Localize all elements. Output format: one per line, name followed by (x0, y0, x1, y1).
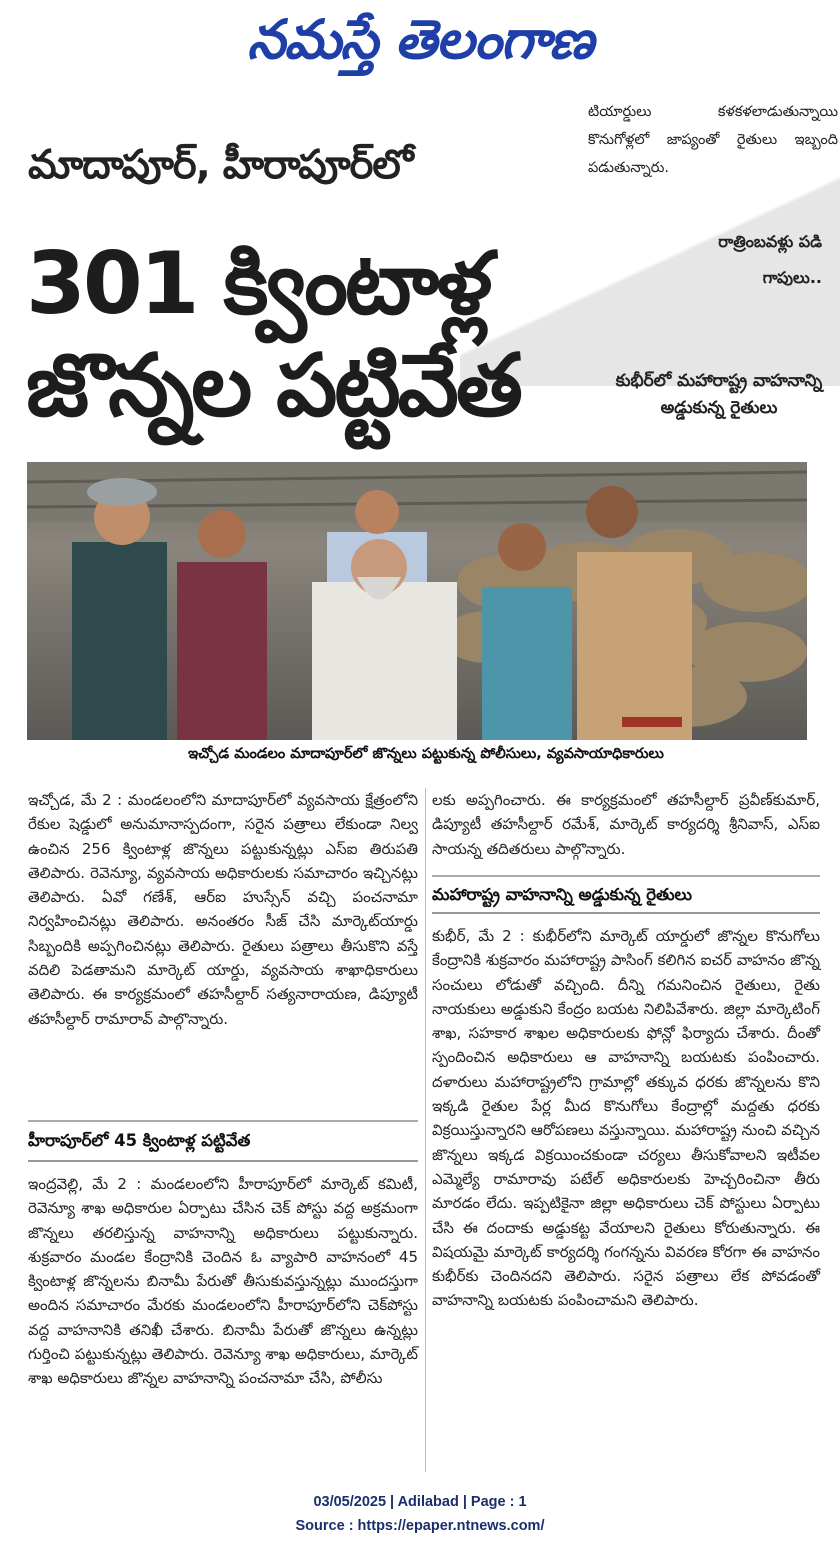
right-section-head: మహారాష్ట్ర వాహనాన్ని అడ్డుకున్న రైతులు (432, 885, 692, 904)
news-photo-illustration (27, 462, 807, 740)
newspaper-logo: నమస్తే తెలంగాణ (247, 8, 593, 71)
news-photo (27, 462, 807, 740)
left-section-head: హీరాపూర్‌లో 45 క్వింటాళ్ల పట్టివేత (28, 1131, 251, 1150)
footer-date-edition: 03/05/2025 | Adilabad | Page : 1 (313, 1494, 527, 1510)
section-rule-left-bottom (28, 1160, 418, 1162)
footer-source: Source : https://epaper.ntnews.com/ (295, 1518, 545, 1534)
teaser-text: టియార్డులు కళకళలాడుతున్నాయి కొనుగోళ్లలో జాప్యంతో రైతులు ఇబ్బంది పడుతున్నారు. (588, 104, 838, 176)
right-paragraph-2: కుభీర్, మే 2 : కుభీర్‌లోని మార్కెట్ యార్డులో జొన్నల కొనుగోలు కేంద్రానికి శుక్రవారం మహారాష్ట్ర పాసింగ్ కలిగిన ఐచర్ వాహనం జొన్న సంచులు లోడుతో వచ్చింది. దీన్ని గమనించిన రైతులు, రైతు నాయకులు అడ్డుకుని కేంద్రం బయట నిలిపివేశారు. జిల్లా మార్కెటింగ్ శాఖ, సహకార శాఖల అధికారులకు ఫోన్లో ఫిర్యాదు చేశారు. దీంతో స్పందించిన అధికారులు ఆ వాహనాన్ని బయటకు పంపించారు. దళారులు మహారాష్ట్రలోని గ్రామాల్లో తక్కువ ధరకు జొన్నలను కొని ఇక్కడి రైతుల పేర్ల మీద కొనుగోలు కేంద్రాల్లో మద్దతు ధరకు విక్రయిస్తున్నారని ఆరోపణలు వస్తున్నాయి. మహారాష్ట్ర నుంచి వచ్చిన జొన్నలు ఇక్కడ విక్రయించకుండా చర్యలు తీసుకోవాలని ఇటీవల ఎమ్మెల్యే రామారావు పటేల్ అధికారులకు హెచ్చరించినా తీరు మారడం లేదు. ఇప్పటికైనా జిల్లా అధికారులు చెక్ పోస్టులు ఏర్పాటు చేసి ఈ దందాకు అడ్డుకట్ట వేయాలని రైతులు కోరుతున్నారు. ఈ విషయమై మార్కెట్ కార్యదర్శి గంగన్నను వివరణ కోరగా ఈ వాహనం కుభీర్‌కు చెందినదని తెలిపారు. సరైన పత్రాలు లేక పోవడంతో వాహనాన్ని బయటకు పంపించామని తెలిపారు. (432, 927, 820, 1310)
teaser-head-2: గాపులు.. (762, 268, 822, 287)
column-divider (425, 788, 426, 1472)
headline-line-2: జొన్నల పట్టివేత (26, 336, 520, 436)
article-kicker: మాదాపూర్, హీరాపూర్‌లో (28, 142, 413, 188)
masthead (0, 0, 840, 92)
left-paragraph-1: ఇచ్చోడ, మే 2 : మండలంలోని మాదాపూర్‌లో వ్యవసాయ క్షేత్రంలోని రేకుల షెడ్డులో అనుమానాస్పదంగా, సరైన పత్రాలు లేకుండా నిల్వ ఉంచిన 256 క్వింటాళ్ల జొన్నలు పట్టుకున్నట్లు ఎస్‌ఐ తిరుపతి తెలిపారు. రెవెన్యూ, వ్యవసాయ అధికారులకు సమాచారం ఇచ్చినట్లు తెలిపారు. ఏవో గణేశ్, ఆర్‌ఐ హుస్సేన్ వచ్చి పంచనామా నిర్వహించినట్లు తెలిపారు. అనంతరం సీజ్ చేసి మార్కెట్‌యార్డు సిబ్బందికి అప్పగించినట్లు తెలిపారు. రైతులు పత్రాలు తీసుకొని వస్తే వదిలి పెడతామని మార్కెట్ యార్డు, వ్యవసాయ శాఖాధికారులు తెలిపారు. ఈ కార్యక్రమంలో తహసీల్దార్ సత్యనారాయణ, డిప్యూటీ తహసీల్దార్ రామారావ్ పాల్గొన్నారు. (28, 791, 418, 1028)
section-rule-right (432, 875, 820, 877)
subheadline: కుభీర్‌లో మహారాష్ట్ర వాహనాన్ని అడ్డుకున్న రైతులు (615, 371, 823, 418)
right-paragraph-1: లకు అప్పగించారు. ఈ కార్యక్రమంలో తహసీల్దార్ ప్రవీణ్‌కుమార్, డిప్యూటీ తహసీల్దార్ రమేశ్, మార్కెట్ కార్యదర్శి శ్రీనివాస్, ఎస్‌ఐ సాయన్న తదితరులు పాల్గొన్నారు. (432, 791, 820, 858)
section-rule-left (28, 1120, 418, 1122)
section-rule-right-bottom (432, 912, 820, 914)
headline-line-1: 301 క్వింటాళ్ల (26, 234, 490, 334)
photo-caption: ఇచ్చోడ మండలం మాదాపూర్‌లో జొన్నలు పట్టుకున్న పోలీసులు, వ్యవసాయాధికారులు (188, 746, 664, 762)
teaser-head-1: రాత్రింబవళ్లు పడి (718, 232, 822, 251)
news-clipping (12, 96, 840, 1480)
left-paragraph-2: ఇంద్రవెల్లి, మే 2 : మండలంలోని హీరాపూర్‌లో మార్కెట్ కమిటీ, రెవెన్యూ శాఖ అధికారుల ఏర్పాటు చేసిన చెక్ పోస్టు వద్ద అక్రమంగా జొన్నలు తరలిస్తున్న వాహనాన్ని అధికారులు పట్టుకున్నారు. శుక్రవారం మండల కేంద్రానికి చెందిన ఓ వ్యాపారి వాహనంలో 45 క్వింటాళ్ల జొన్నలను బినామీ పేరుతో తీసుకువస్తున్నట్లు ముందస్తుగా అందిన సమాచారం మేరకు మండలంలోని హీరాపూర్‌లోని చెక్‌పోస్టు వద్ద వాహనానికి తనిఖీ చేశారు. బినామీ పేరుతో జొన్నలు ఉన్నట్లు గుర్తించి పట్టుకున్నట్లు తెలిపారు. రెవెన్యూ శాఖ అధికారులు, మార్కెట్ శాఖ అధికారులు జొన్నల వాహనాన్ని పంచనామా చేసి, పోలీసు (28, 1175, 418, 1388)
